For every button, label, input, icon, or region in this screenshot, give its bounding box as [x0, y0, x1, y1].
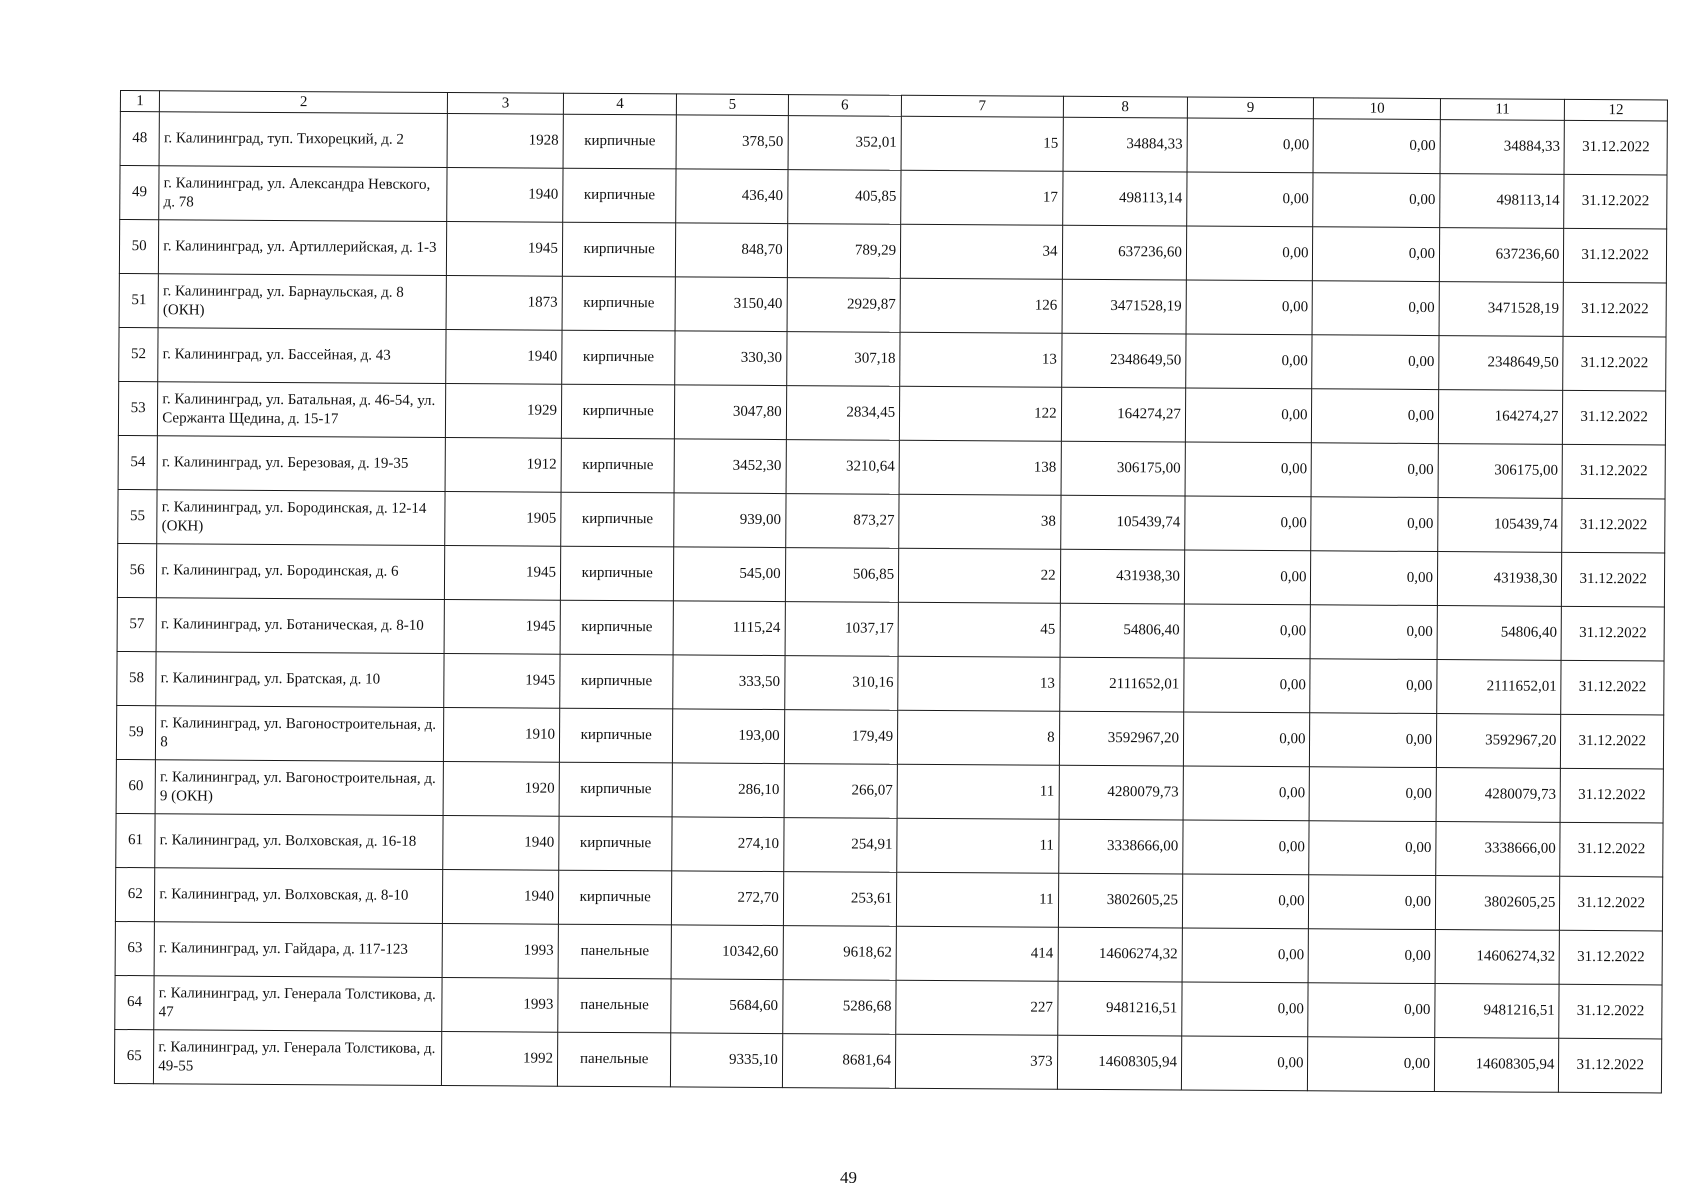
col-10-cell: 0,00: [1308, 983, 1435, 1038]
year-cell: 1945: [447, 221, 563, 276]
address-cell: г. Калининград, ул. Березовая, д. 19-35: [157, 436, 445, 492]
header-col-1: 1: [120, 91, 159, 112]
date-cell: 31.12.2022: [1564, 228, 1667, 283]
col-9-cell: 0,00: [1182, 928, 1309, 983]
col-6-cell: 5286,68: [782, 980, 896, 1035]
year-cell: 1920: [443, 761, 559, 816]
col-9-cell: 0,00: [1184, 550, 1311, 605]
date-cell: 31.12.2022: [1561, 714, 1664, 769]
col-8-cell: 306175,00: [1061, 441, 1186, 496]
col-6-cell: 506,85: [785, 548, 899, 603]
wall-material-cell: кирпичные: [559, 816, 673, 871]
col-11-cell: 3592967,20: [1436, 714, 1561, 769]
header-col-4: 4: [563, 93, 677, 115]
col-5-cell: 9335,10: [671, 1033, 783, 1088]
col-7-cell: 373: [896, 1034, 1058, 1089]
table-row: [118, 435, 1665, 498]
col-7-cell: 13: [900, 332, 1062, 387]
col-9-cell: 0,00: [1185, 442, 1312, 497]
address-cell: г. Калининград, ул. Барнаульская, д. 8 (ОКН): [158, 274, 446, 330]
year-cell: 1940: [447, 168, 563, 223]
wall-material-cell: кирпичные: [561, 384, 675, 439]
table-row: [118, 489, 1665, 552]
col-10-cell: 0,00: [1312, 281, 1439, 336]
header-col-3: 3: [448, 93, 564, 115]
row-number-cell: 64: [115, 975, 155, 1029]
col-7-cell: 17: [901, 170, 1063, 225]
col-8-cell: 14606274,32: [1058, 927, 1183, 982]
col-9-cell: 0,00: [1182, 874, 1309, 929]
year-cell: 1940: [446, 329, 562, 384]
row-number-cell: 55: [118, 489, 158, 543]
table-row: [116, 705, 1663, 768]
col-6-cell: 2834,45: [786, 386, 900, 441]
date-cell: 31.12.2022: [1561, 660, 1664, 715]
date-cell: 31.12.2022: [1560, 768, 1663, 823]
row-number-cell: 50: [119, 220, 159, 274]
col-7-cell: 122: [899, 386, 1061, 441]
table-row: [119, 327, 1666, 390]
date-cell: 31.12.2022: [1559, 984, 1662, 1039]
col-10-cell: 0,00: [1309, 821, 1436, 876]
year-cell: 1945: [444, 599, 560, 654]
row-number-cell: 62: [115, 867, 155, 921]
col-6-cell: 254,91: [783, 818, 897, 873]
col-6-cell: 179,49: [784, 710, 898, 765]
col-8-cell: 14608305,94: [1057, 1035, 1182, 1090]
wall-material-cell: кирпичные: [559, 762, 673, 817]
col-7-cell: 126: [900, 278, 1062, 333]
col-5-cell: 848,70: [676, 223, 788, 278]
col-5-cell: 939,00: [674, 493, 786, 548]
address-cell: г. Калининград, ул. Вагоностроительная, д. 9 (ОКН): [155, 760, 443, 816]
col-8-cell: 34884,33: [1063, 117, 1188, 172]
address-cell: г. Калининград, ул. Бассейная, д. 43: [158, 328, 446, 384]
year-cell: 1945: [445, 545, 561, 600]
col-9-cell: 0,00: [1187, 118, 1314, 173]
header-col-6: 6: [788, 95, 902, 117]
col-9-cell: 0,00: [1185, 496, 1312, 551]
col-8-cell: 4280079,73: [1059, 765, 1184, 820]
col-8-cell: 3592967,20: [1059, 711, 1184, 766]
col-11-cell: 2348649,50: [1439, 336, 1564, 391]
col-8-cell: 637236,60: [1062, 225, 1187, 280]
col-5-cell: 286,10: [672, 763, 784, 818]
col-7-cell: 13: [898, 656, 1060, 711]
col-10-cell: 0,00: [1310, 767, 1437, 822]
wall-material-cell: кирпичные: [561, 492, 675, 547]
year-cell: 1940: [443, 869, 559, 924]
col-10-cell: 0,00: [1313, 227, 1440, 282]
table-row: [120, 112, 1667, 175]
header-col-12: 12: [1565, 99, 1668, 121]
document-sheet: [114, 90, 1668, 1093]
col-6-cell: 873,27: [785, 494, 899, 549]
col-8-cell: 105439,74: [1060, 495, 1185, 550]
row-number-cell: 49: [120, 166, 160, 220]
col-10-cell: 0,00: [1310, 713, 1437, 768]
row-number-cell: 52: [119, 327, 159, 381]
col-10-cell: 0,00: [1313, 119, 1440, 174]
date-cell: 31.12.2022: [1562, 552, 1665, 607]
col-7-cell: 414: [896, 926, 1058, 981]
col-10-cell: 0,00: [1311, 605, 1438, 660]
col-8-cell: 3471528,19: [1062, 279, 1187, 334]
col-7-cell: 11: [896, 872, 1058, 927]
address-cell: г. Калининград, ул. Волховская, д. 8-10: [155, 868, 443, 924]
year-cell: 1993: [442, 977, 558, 1032]
header-col-9: 9: [1187, 97, 1314, 119]
date-cell: 31.12.2022: [1561, 606, 1664, 661]
col-8-cell: 498113,14: [1062, 171, 1187, 226]
wall-material-cell: кирпичные: [562, 330, 676, 385]
table-body: [114, 91, 1667, 1093]
col-5-cell: 3452,30: [674, 439, 786, 494]
table-row: [115, 975, 1662, 1038]
col-5-cell: 1115,24: [673, 601, 785, 656]
row-number-cell: 54: [118, 435, 158, 489]
table-row: [116, 759, 1663, 822]
housing-register-table: [114, 90, 1668, 1093]
col-11-cell: 14608305,94: [1434, 1038, 1559, 1093]
address-cell: г. Калининград, ул. Братская, д. 10: [156, 652, 444, 708]
col-9-cell: 0,00: [1183, 820, 1310, 875]
row-number-cell: 61: [116, 813, 156, 867]
table-row: [116, 813, 1663, 876]
col-6-cell: 266,07: [784, 764, 898, 819]
col-7-cell: 38: [899, 494, 1061, 549]
col-11-cell: 2111652,01: [1437, 660, 1562, 715]
col-9-cell: 0,00: [1181, 1036, 1308, 1091]
row-number-cell: 51: [119, 273, 159, 327]
table-row: [117, 597, 1664, 660]
wall-material-cell: кирпичные: [563, 168, 677, 223]
col-9-cell: 0,00: [1186, 280, 1313, 335]
year-cell: 1905: [445, 491, 561, 546]
col-11-cell: 9481216,51: [1435, 984, 1560, 1039]
table-row: [119, 220, 1666, 283]
address-cell: г. Калининград, туп. Тихорецкий, д. 2: [159, 112, 447, 168]
address-cell: г. Калининград, ул. Ботаническая, д. 8-10: [156, 598, 444, 654]
col-11-cell: 637236,60: [1439, 228, 1564, 283]
col-6-cell: 307,18: [786, 332, 900, 387]
col-10-cell: 0,00: [1309, 875, 1436, 930]
col-6-cell: 405,85: [787, 170, 901, 225]
address-cell: г. Калининград, ул. Гайдара, д. 117-123: [154, 922, 442, 978]
col-11-cell: 164274,27: [1438, 390, 1563, 445]
col-10-cell: 0,00: [1310, 659, 1437, 714]
col-6-cell: 8681,64: [782, 1034, 896, 1089]
col-5-cell: 3047,80: [675, 385, 787, 440]
col-9-cell: 0,00: [1186, 226, 1313, 281]
table-row: [114, 1029, 1661, 1092]
col-6-cell: 1037,17: [785, 602, 899, 657]
col-7-cell: 8: [897, 710, 1059, 765]
date-cell: 31.12.2022: [1564, 174, 1667, 229]
col-10-cell: 0,00: [1308, 1037, 1435, 1092]
year-cell: 1940: [443, 815, 559, 870]
year-cell: 1929: [446, 383, 562, 438]
row-number-cell: 59: [116, 705, 156, 759]
col-11-cell: 54806,40: [1437, 606, 1562, 661]
col-11-cell: 3471528,19: [1439, 282, 1564, 337]
date-cell: 31.12.2022: [1559, 930, 1662, 985]
wall-material-cell: панельные: [558, 978, 672, 1033]
address-cell: г. Калининград, ул. Генерала Толстикова, д. 47: [154, 976, 442, 1032]
table-row: [115, 867, 1662, 930]
row-number-cell: 63: [115, 921, 155, 975]
col-11-cell: 105439,74: [1438, 498, 1563, 553]
year-cell: 1928: [447, 114, 563, 169]
year-cell: 1873: [446, 275, 562, 330]
col-10-cell: 0,00: [1311, 497, 1438, 552]
wall-material-cell: кирпичные: [560, 600, 674, 655]
col-10-cell: 0,00: [1309, 929, 1436, 984]
table-row: [118, 381, 1665, 444]
wall-material-cell: кирпичные: [562, 222, 676, 277]
col-7-cell: 34: [900, 224, 1062, 279]
col-6-cell: 2929,87: [787, 278, 901, 333]
table-row: [119, 273, 1666, 336]
address-cell: г. Калининград, ул. Александра Невского, д. 78: [159, 166, 447, 222]
col-5-cell: 3150,40: [675, 277, 787, 332]
col-9-cell: 0,00: [1184, 658, 1311, 713]
col-7-cell: 15: [901, 116, 1063, 171]
date-cell: 31.12.2022: [1563, 390, 1666, 445]
row-number-cell: 60: [116, 759, 156, 813]
col-11-cell: 14606274,32: [1435, 930, 1560, 985]
col-9-cell: 0,00: [1183, 712, 1310, 767]
col-5-cell: 193,00: [673, 709, 785, 764]
row-number-cell: 57: [117, 597, 157, 651]
col-11-cell: 3802605,25: [1435, 876, 1560, 931]
table-row: [120, 166, 1667, 229]
wall-material-cell: кирпичные: [560, 654, 674, 709]
row-number-cell: 53: [118, 381, 158, 435]
header-col-8: 8: [1063, 96, 1187, 118]
col-5-cell: 5684,60: [671, 979, 783, 1034]
date-cell: 31.12.2022: [1563, 336, 1666, 391]
address-cell: г. Калининград, ул. Бородинская, д. 6: [157, 544, 445, 600]
address-cell: г. Калининград, ул. Артиллерийская, д. 1-3: [159, 220, 447, 276]
col-9-cell: 0,00: [1183, 766, 1310, 821]
col-10-cell: 0,00: [1311, 551, 1438, 606]
col-10-cell: 0,00: [1311, 443, 1438, 498]
col-11-cell: 306175,00: [1438, 444, 1563, 499]
row-number-cell: 65: [114, 1029, 154, 1083]
col-6-cell: 310,16: [784, 656, 898, 711]
address-cell: г. Калининград, ул. Батальная, д. 46-54, ул. Сержанта Щедина, д. 15-17: [158, 382, 446, 438]
date-cell: 31.12.2022: [1562, 444, 1665, 499]
col-6-cell: 352,01: [788, 116, 902, 171]
table-row: [117, 651, 1664, 714]
date-cell: 31.12.2022: [1560, 876, 1663, 931]
col-11-cell: 34884,33: [1440, 120, 1565, 175]
col-7-cell: 11: [897, 818, 1059, 873]
address-cell: г. Калининград, ул. Бородинская, д. 12-14 (ОКН): [157, 490, 445, 546]
date-cell: 31.12.2022: [1562, 498, 1665, 553]
col-8-cell: 164274,27: [1061, 387, 1186, 442]
year-cell: 1912: [445, 437, 561, 492]
col-9-cell: 0,00: [1184, 604, 1311, 659]
col-5-cell: 378,50: [676, 115, 788, 170]
col-9-cell: 0,00: [1186, 334, 1313, 389]
date-cell: 31.12.2022: [1564, 120, 1667, 175]
col-8-cell: 9481216,51: [1057, 981, 1182, 1036]
wall-material-cell: кирпичные: [563, 114, 677, 169]
col-10-cell: 0,00: [1312, 389, 1439, 444]
col-7-cell: 11: [897, 764, 1059, 819]
wall-material-cell: панельные: [557, 1032, 671, 1087]
col-9-cell: 0,00: [1187, 172, 1314, 227]
col-5-cell: 545,00: [674, 547, 786, 602]
col-8-cell: 3338666,00: [1058, 819, 1183, 874]
year-cell: 1992: [442, 1031, 558, 1086]
page-number: 49: [840, 1168, 857, 1187]
date-cell: 31.12.2022: [1563, 282, 1666, 337]
address-cell: г. Калининград, ул. Генерала Толстикова, д. 49-55: [154, 1030, 442, 1086]
col-10-cell: 0,00: [1312, 335, 1439, 390]
col-6-cell: 253,61: [783, 872, 897, 927]
col-5-cell: 10342,60: [671, 925, 783, 980]
col-7-cell: 138: [899, 440, 1061, 495]
col-5-cell: 436,40: [676, 169, 788, 224]
col-11-cell: 4280079,73: [1436, 768, 1561, 823]
col-6-cell: 789,29: [787, 224, 901, 279]
col-5-cell: 274,10: [672, 817, 784, 872]
header-col-7: 7: [901, 95, 1063, 117]
date-cell: 31.12.2022: [1559, 1038, 1662, 1093]
col-6-cell: 9618,62: [783, 926, 897, 981]
wall-material-cell: панельные: [558, 924, 672, 979]
address-cell: г. Калининград, ул. Волховская, д. 16-18: [155, 814, 443, 870]
col-8-cell: 2111652,01: [1059, 657, 1184, 712]
col-5-cell: 330,30: [675, 331, 787, 386]
header-col-5: 5: [677, 94, 788, 116]
col-9-cell: 0,00: [1182, 982, 1309, 1037]
table-row: [117, 543, 1664, 606]
col-10-cell: 0,00: [1313, 173, 1440, 228]
year-cell: 1945: [444, 653, 560, 708]
wall-material-cell: кирпичные: [558, 870, 672, 925]
date-cell: 31.12.2022: [1560, 822, 1663, 877]
wall-material-cell: кирпичные: [561, 438, 675, 493]
col-5-cell: 272,70: [672, 871, 784, 926]
table-row: [115, 921, 1662, 984]
header-col-10: 10: [1314, 98, 1441, 120]
row-number-cell: 58: [117, 651, 157, 705]
col-8-cell: 2348649,50: [1061, 333, 1186, 388]
col-6-cell: 3210,64: [786, 440, 900, 495]
col-8-cell: 54806,40: [1060, 603, 1185, 658]
wall-material-cell: кирпичные: [560, 546, 674, 601]
wall-material-cell: кирпичные: [559, 708, 673, 763]
col-11-cell: 498113,14: [1440, 174, 1565, 229]
col-7-cell: 45: [898, 602, 1060, 657]
col-11-cell: 3338666,00: [1436, 822, 1561, 877]
col-8-cell: 3802605,25: [1058, 873, 1183, 928]
header-col-2: 2: [160, 91, 448, 114]
row-number-cell: 48: [120, 112, 160, 166]
col-8-cell: 431938,30: [1060, 549, 1185, 604]
col-7-cell: 22: [898, 548, 1060, 603]
row-number-cell: 56: [117, 543, 157, 597]
year-cell: 1993: [442, 923, 558, 978]
col-7-cell: 227: [896, 980, 1058, 1035]
year-cell: 1910: [444, 707, 560, 762]
col-9-cell: 0,00: [1185, 388, 1312, 443]
col-11-cell: 431938,30: [1437, 552, 1562, 607]
wall-material-cell: кирпичные: [562, 276, 676, 331]
col-5-cell: 333,50: [673, 655, 785, 710]
address-cell: г. Калининград, ул. Вагоностроительная, д. 8: [156, 706, 444, 762]
header-col-11: 11: [1440, 99, 1564, 121]
